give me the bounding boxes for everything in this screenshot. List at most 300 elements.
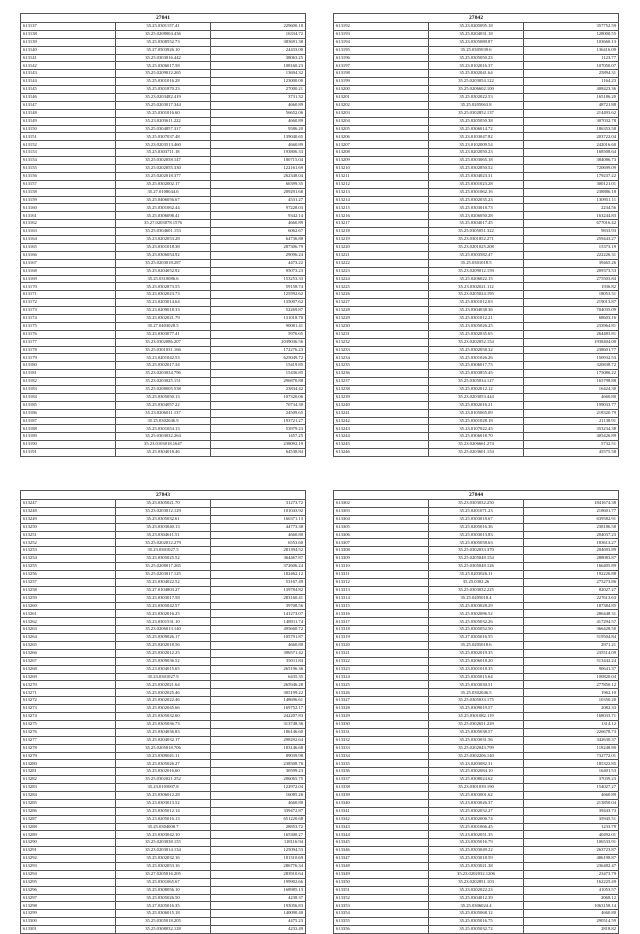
row-id-cell: 613215 <box>334 204 429 212</box>
amount-cell: 131018.70 <box>211 314 306 322</box>
table-row <box>334 196 619 204</box>
table-row <box>21 618 306 626</box>
reference-code-cell: 35.23.0301018.35 <box>429 665 524 673</box>
reference-code-cell: 35.27.0104803.27 <box>116 586 211 594</box>
table-row <box>334 117 619 125</box>
reference-code-cell: 35.23.0103047.82 <box>429 133 524 141</box>
reference-code-cell: 35.25.0301054.13 <box>116 425 211 433</box>
reference-code-cell: 35.23.0302006.74 <box>429 815 524 823</box>
row-id-cell: 613272 <box>21 697 116 705</box>
row-id-cell: 613163 <box>21 228 116 236</box>
table-row <box>21 228 306 236</box>
table-row <box>21 78 306 86</box>
amount-cell: 90641.37 <box>524 665 619 673</box>
table-row <box>334 275 619 283</box>
row-id-cell: 613211 <box>334 172 429 180</box>
reference-code-cell: 35.25.0303032.225 <box>429 586 524 594</box>
reference-code-cell: 35.25.0302002.17 <box>116 180 211 188</box>
row-id-cell: 613144 <box>21 78 116 86</box>
table-row <box>334 768 619 776</box>
amount-cell: 64736.88 <box>211 236 306 244</box>
amount-cell: 39465.26 <box>524 259 619 267</box>
table-row <box>334 401 619 409</box>
reference-code-cell: 35.25.0301066.45 <box>429 823 524 831</box>
table-row <box>21 70 306 78</box>
reference-code-cell: 35.25.0309036.52 <box>116 657 211 665</box>
reference-code-cell: 35.23.0305026.25 <box>429 322 524 330</box>
row-id-cell: 613160 <box>21 204 116 212</box>
table-row <box>334 594 619 602</box>
row-id-cell: 613263 <box>21 626 116 634</box>
amount-cell: 313748.36 <box>211 720 306 728</box>
row-id-cell: 613302 <box>334 500 429 508</box>
amount-cell: 238092.19 <box>211 441 306 449</box>
row-id-cell: 613227 <box>334 299 429 307</box>
reference-code-cell: 35.25.0305038.57 <box>429 728 524 736</box>
reference-code-cell: 35.25.0304023.31 <box>429 172 524 180</box>
table-row <box>334 776 619 784</box>
reference-code-cell: 35.23.0203025.151 <box>116 378 211 386</box>
amount-cell: 123000.00 <box>211 78 306 86</box>
table-row <box>334 847 619 855</box>
reference-code-cell: 35.23.0303013.52 <box>116 799 211 807</box>
row-id-cell: 613339 <box>334 791 429 799</box>
table-row <box>334 283 619 291</box>
amount-cell: 495660.72 <box>211 626 306 634</box>
table-row <box>21 86 306 94</box>
reference-code-cell: 35.25.0205050.38 <box>429 117 524 125</box>
amount-cell: 53167.49 <box>211 578 306 586</box>
reference-code-cell: 35.23.0303026.37 <box>429 799 524 807</box>
reference-code-cell: 35.23.0202022.23 <box>429 886 524 894</box>
amount-cell: 677016.42 <box>524 220 619 228</box>
reference-code-cell: 35.25.0301870.23 <box>116 86 211 94</box>
table-row <box>21 196 306 204</box>
amount-cell: 199902.66 <box>211 878 306 886</box>
row-id-cell: 613218 <box>334 228 429 236</box>
reference-code-cell: 35.25.0301062.16 <box>429 188 524 196</box>
reference-code-cell: 35.25.0306017.58 <box>116 62 211 70</box>
row-id-cell: 613252 <box>21 539 116 547</box>
row-id-cell: 613202 <box>334 101 429 109</box>
row-id-cell: 613183 <box>21 385 116 393</box>
table-row <box>21 791 306 799</box>
row-id-cell: 613306 <box>334 531 429 539</box>
row-id-cell: 613294 <box>21 870 116 878</box>
amount-cell: 140090.40 <box>211 910 306 918</box>
row-id-cell: 613153 <box>21 149 116 157</box>
row-id-cell: 613248 <box>21 507 116 515</box>
row-id-cell: 613251 <box>21 531 116 539</box>
reference-code-cell: 35.25.0305042.57 <box>116 602 211 610</box>
row-id-cell: 613277 <box>21 736 116 744</box>
reference-code-cell: 35.25.0301018.5 <box>429 259 524 267</box>
amount-cell: 226678.73 <box>524 728 619 736</box>
amount-cell: 107050.07 <box>524 62 619 70</box>
reference-code-cell: 35.25.0303711.18 <box>116 149 211 157</box>
amount-cell: 236482.47 <box>524 862 619 870</box>
amount-cell: 732772.01 <box>524 752 619 760</box>
reference-code-cell: 35.23.0202050.23 <box>429 149 524 157</box>
reference-code-cell: 35.25.0302850.52 <box>429 165 524 173</box>
amount-cell: 183613.27 <box>524 539 619 547</box>
row-id-cell: 613222 <box>334 259 429 267</box>
amount-cell: 227613.63 <box>524 594 619 602</box>
row-id-cell: 613149 <box>21 117 116 125</box>
row-id-cell: 613212 <box>334 180 429 188</box>
reference-code-cell: 35.25.0304008.7 <box>116 823 211 831</box>
row-id-cell: 613316 <box>334 610 429 618</box>
row-id-cell: 613344 <box>334 831 429 839</box>
amount-cell: 486198.87 <box>524 855 619 863</box>
reference-code-cell: 35.25.0303018.59 <box>429 855 524 863</box>
row-id-cell: 613255 <box>21 563 116 571</box>
reference-code-cell: 35.25.0204052.92 <box>116 267 211 275</box>
amount-cell: 35945.51 <box>524 815 619 823</box>
table-row <box>21 125 306 133</box>
reference-code-cell: 35.25.0306017.75 <box>429 362 524 370</box>
amount-cell: 238508.76 <box>211 760 306 768</box>
row-id-cell: 613271 <box>21 689 116 697</box>
table-row <box>334 46 619 54</box>
row-id-cell: 613180 <box>21 362 116 370</box>
row-id-cell: 613206 <box>334 133 429 141</box>
reference-code-cell: 35.23.0209018.33 <box>116 307 211 315</box>
amount-cell: 4660.80 <box>211 799 306 807</box>
row-id-cell: 613286 <box>21 807 116 815</box>
table-row <box>21 338 306 346</box>
amount-cell: 28853.72 <box>211 823 306 831</box>
reference-code-cell: 35.23.0301027.5 <box>116 547 211 555</box>
table-row <box>21 594 306 602</box>
row-id-cell: 613355 <box>334 918 429 926</box>
reference-code-cell: 35.23.0203482.419 <box>116 94 211 102</box>
table-row <box>334 338 619 346</box>
amount-cell: 4660.80 <box>211 531 306 539</box>
reference-code-cell: 35.23.0301027.9 <box>116 673 211 681</box>
table-row <box>21 634 306 642</box>
row-id-cell: 613295 <box>21 878 116 886</box>
row-id-cell: 613311 <box>334 571 429 579</box>
row-id-cell: 613284 <box>21 791 116 799</box>
row-id-cell: 613341 <box>334 807 429 815</box>
amount-cell: 2818.82 <box>524 926 619 934</box>
amount-cell: 2234.56 <box>524 204 619 212</box>
table-row <box>21 665 306 673</box>
reference-code-cell: 35.25.0209012.265 <box>116 70 211 78</box>
table-row <box>334 236 619 244</box>
amount-cell: 23834.42 <box>211 385 306 393</box>
amount-cell: 408423.36 <box>524 86 619 94</box>
amount-cell: 179237.22 <box>524 172 619 180</box>
row-id-cell: 613328 <box>334 705 429 713</box>
row-id-cell: 613247 <box>21 500 116 508</box>
row-id-cell: 613179 <box>21 354 116 362</box>
amount-cell: 513442.24 <box>524 657 619 665</box>
reference-code-cell: 35.23.0305080.87 <box>429 38 524 46</box>
table-row <box>334 157 619 165</box>
reference-code-cell: 35.25.0302016.21 <box>429 401 524 409</box>
amount-cell: 4233.49 <box>211 926 306 934</box>
row-id-cell: 613266 <box>21 649 116 657</box>
row-id-cell: 613193 <box>334 30 429 38</box>
amount-cell: 235514.09 <box>524 649 619 657</box>
amount-cell: 25894.31 <box>524 70 619 78</box>
table-row <box>334 133 619 141</box>
amount-cell: 125094.53 <box>211 847 306 855</box>
row-id-cell: 613162 <box>21 220 116 228</box>
reference-code-cell: 35.23.0304015.65 <box>116 665 211 673</box>
row-id-cell: 613168 <box>21 267 116 275</box>
reference-code-cell: 35.25.0303016.442 <box>116 54 211 62</box>
table-row <box>21 220 306 228</box>
amount-cell: 4660.89 <box>211 141 306 149</box>
amount-cell: 1233.79 <box>524 823 619 831</box>
reference-code-cell: 35.25.0204031.18 <box>429 30 524 38</box>
table-row <box>21 354 306 362</box>
reference-code-cell: 35.23.0203082.31 <box>429 760 524 768</box>
reference-code-cell: 35.23.0205095.18 <box>429 23 524 31</box>
reference-code-cell: 35.25.0301023.28 <box>429 180 524 188</box>
amount-cell: 35011.84 <box>211 657 306 665</box>
row-id-cell: 613204 <box>334 117 429 125</box>
amount-cell: 405426.89 <box>524 433 619 441</box>
row-id-cell: 613238 <box>334 385 429 393</box>
row-id-cell: 613276 <box>21 728 116 736</box>
amount-cell: 100820.04 <box>524 673 619 681</box>
table-row <box>334 346 619 354</box>
row-id-cell: 613327 <box>334 697 429 705</box>
reference-code-cell: 35.25.0303040.13 <box>116 523 211 531</box>
ledger-table-2 <box>333 13 619 457</box>
reference-code-cell: 35.25.0302651.229 <box>429 720 524 728</box>
amount-cell: 53979.23 <box>211 425 306 433</box>
row-id-cell: 613258 <box>21 586 116 594</box>
table-row <box>334 571 619 579</box>
amount-cell: 384086.73 <box>524 157 619 165</box>
row-id-cell: 613240 <box>334 401 429 409</box>
table-row <box>21 212 306 220</box>
reference-code-cell: 35.25.0302086.52 <box>429 610 524 618</box>
reference-code-cell: 35.25.0301012.21 <box>429 314 524 322</box>
reference-code-cell: 35.27.0205016.205 <box>116 870 211 878</box>
amount-cell: 2068.12 <box>524 894 619 902</box>
table-row <box>334 109 619 117</box>
amount-cell: 1936.82 <box>524 283 619 291</box>
reference-code-cell: 35.25.0301026.26 <box>429 354 524 362</box>
reference-code-cell: 35.25.0302035.65 <box>429 330 524 338</box>
amount-cell: 148911.74 <box>211 618 306 626</box>
table-row <box>21 878 306 886</box>
row-id-cell: 613254 <box>21 555 116 563</box>
row-id-cell: 613273 <box>21 705 116 713</box>
amount-cell: 169752.17 <box>211 705 306 713</box>
row-id-cell: 613262 <box>21 618 116 626</box>
reference-code-cell: 35.25.0303001.62 <box>429 791 524 799</box>
amount-cell: 122161.69 <box>211 165 306 173</box>
table-row <box>334 220 619 228</box>
reference-code-cell: 35.25.0303028.29 <box>429 602 524 610</box>
amount-cell: 181310.69 <box>211 855 306 863</box>
row-id-cell: 613236 <box>334 370 429 378</box>
reference-code-cell: 35.23.0105007.8 <box>116 784 211 792</box>
table-row <box>21 346 306 354</box>
amount-cell: 162225.49 <box>524 878 619 886</box>
reference-code-cell: 35.25.0305032.26 <box>429 618 524 626</box>
reference-code-cell: 35.25.0301028.18 <box>429 417 524 425</box>
reference-code-cell: 35.25.0305036.73 <box>116 720 211 728</box>
table-row <box>334 555 619 563</box>
reference-code-cell: 35.25.0303077.41 <box>116 330 211 338</box>
table-row <box>334 799 619 807</box>
amount-cell: 213850.04 <box>524 799 619 807</box>
reference-code-cell: 35.25.0302852.137 <box>429 109 524 117</box>
row-id-cell: 613231 <box>334 330 429 338</box>
table-row <box>334 409 619 417</box>
reference-code-cell: 35.25.0306012.28 <box>116 791 211 799</box>
row-id-cell: 613220 <box>334 243 429 251</box>
table-row <box>334 70 619 78</box>
row-id-cell: 613151 <box>21 133 116 141</box>
amount-cell: 305199.22 <box>211 689 306 697</box>
amount-cell: 275273.86 <box>524 578 619 586</box>
amount-cell: 168985.13 <box>211 886 306 894</box>
table-row <box>21 910 306 918</box>
table-row <box>334 188 619 196</box>
amount-cell: 16334.72 <box>211 30 306 38</box>
amount-cell: 290514.59 <box>524 918 619 926</box>
row-id-cell: 613256 <box>21 571 116 579</box>
amount-cell: 265196.36 <box>211 665 306 673</box>
row-id-cell: 613225 <box>334 283 429 291</box>
row-id-cell: 613267 <box>21 657 116 665</box>
reference-code-cell: 35.25.0306054.92 <box>116 251 211 259</box>
reference-code-cell: 35.25.0302032.27 <box>429 807 524 815</box>
reference-code-cell: 35.23.0206661.274 <box>429 441 524 449</box>
reference-code-cell: 35.25.0309041.11 <box>116 752 211 760</box>
table-row <box>334 393 619 401</box>
table-row <box>334 23 619 31</box>
reference-code-cell: 35.25.0206602.100 <box>429 86 524 94</box>
row-id-cell: 613230 <box>334 322 429 330</box>
reference-code-cell: 35.25.0301065.67 <box>116 878 211 886</box>
table-row <box>21 578 306 586</box>
table-row <box>21 133 306 141</box>
row-id-cell: 613233 <box>334 346 429 354</box>
row-id-cell: 613288 <box>21 823 116 831</box>
amount-cell: 364467.87 <box>211 555 306 563</box>
reference-code-cell: 35.25.0203054.122 <box>429 78 524 86</box>
row-id-cell: 613309 <box>334 555 429 563</box>
table-row <box>21 299 306 307</box>
amount-cell: 122972.04 <box>211 784 306 792</box>
amount-cell: 242016.60 <box>524 141 619 149</box>
reference-code-cell: 35.25.0202018.377 <box>116 172 211 180</box>
table-row <box>21 362 306 370</box>
amount-cell: 89039.98 <box>211 752 306 760</box>
amount-cell: 168033.71 <box>524 713 619 721</box>
row-id-cell: 613342 <box>334 815 429 823</box>
table-row <box>21 283 306 291</box>
row-id-cell: 613289 <box>21 831 116 839</box>
reference-code-cell: 35.25.0302012.12 <box>429 385 524 393</box>
row-id-cell: 613196 <box>334 54 429 62</box>
row-id-cell: 613319 <box>334 634 429 642</box>
table-row <box>21 673 306 681</box>
table-row <box>21 236 306 244</box>
amount-cell: 5976.65 <box>211 330 306 338</box>
amount-cell: 300121.01 <box>524 180 619 188</box>
table-row <box>334 720 619 728</box>
amount-cell: 172276.23 <box>211 346 306 354</box>
row-id-cell: 613322 <box>334 657 429 665</box>
amount-cell: 64538.84 <box>211 449 306 457</box>
table-row <box>21 141 306 149</box>
row-id-cell: 613146 <box>21 94 116 102</box>
table-row <box>334 515 619 523</box>
reference-code-cell: 35.27.0203078.1576 <box>116 220 211 228</box>
row-id-cell: 613331 <box>334 728 429 736</box>
row-id-cell: 613343 <box>334 823 429 831</box>
row-id-cell: 613175 <box>21 322 116 330</box>
row-id-cell: 613195 <box>334 46 429 54</box>
row-id-cell: 613239 <box>334 393 429 401</box>
table-row <box>21 823 306 831</box>
table-row <box>21 728 306 736</box>
reference-code-cell: 35.25.0303582.47 <box>429 251 524 259</box>
reference-code-cell: 35.25.0304601.153 <box>116 228 211 236</box>
amount-cell: 154027.27 <box>524 784 619 792</box>
row-id-cell: 613152 <box>21 141 116 149</box>
amount-cell: 165186.20 <box>524 94 619 102</box>
table-row <box>334 212 619 220</box>
amount-cell: 238886.18 <box>524 188 619 196</box>
table-row <box>334 689 619 697</box>
table-row <box>21 54 306 62</box>
reference-code-cell: 35.25.0304057.22 <box>116 401 211 409</box>
row-id-cell: 613164 <box>21 236 116 244</box>
table-row <box>334 807 619 815</box>
row-id-cell: 613346 <box>334 847 429 855</box>
table-row <box>21 681 306 689</box>
reference-code-cell: 35.25.0305058.63 <box>429 539 524 547</box>
table-row <box>21 243 306 251</box>
table-row <box>334 141 619 149</box>
table-row <box>21 291 306 299</box>
amount-cell: 153253.33 <box>211 275 306 283</box>
amount-cell: 519504.84 <box>524 634 619 642</box>
reference-code-cell: 35.23.0305016.79 <box>429 839 524 847</box>
reference-code-cell: 35.23.0301039.190 <box>429 784 524 792</box>
amount-cell: 105791.87 <box>211 634 306 642</box>
amount-cell: 66399.35 <box>211 180 306 188</box>
table-row <box>21 847 306 855</box>
amount-cell: 40492.01 <box>524 831 619 839</box>
reference-code-cell: 35.25.0203038.155 <box>116 839 211 847</box>
reference-code-cell: 35.23.0203513.460 <box>116 141 211 149</box>
table-row <box>334 626 619 634</box>
row-id-cell: 613297 <box>21 894 116 902</box>
amount-cell: 222226.31 <box>524 251 619 259</box>
amount-cell: 4238.37 <box>211 894 306 902</box>
amount-cell: 229600.18 <box>211 23 306 31</box>
table-row <box>21 926 306 934</box>
reference-code-cell: 35.23.0301852.271 <box>429 236 524 244</box>
reference-code-cell: 35.25.0208005.538 <box>116 385 211 393</box>
row-id-cell: 613166 <box>21 251 116 259</box>
row-id-cell: 613305 <box>334 523 429 531</box>
reference-code-cell: 35.25.0305025.52 <box>116 555 211 563</box>
